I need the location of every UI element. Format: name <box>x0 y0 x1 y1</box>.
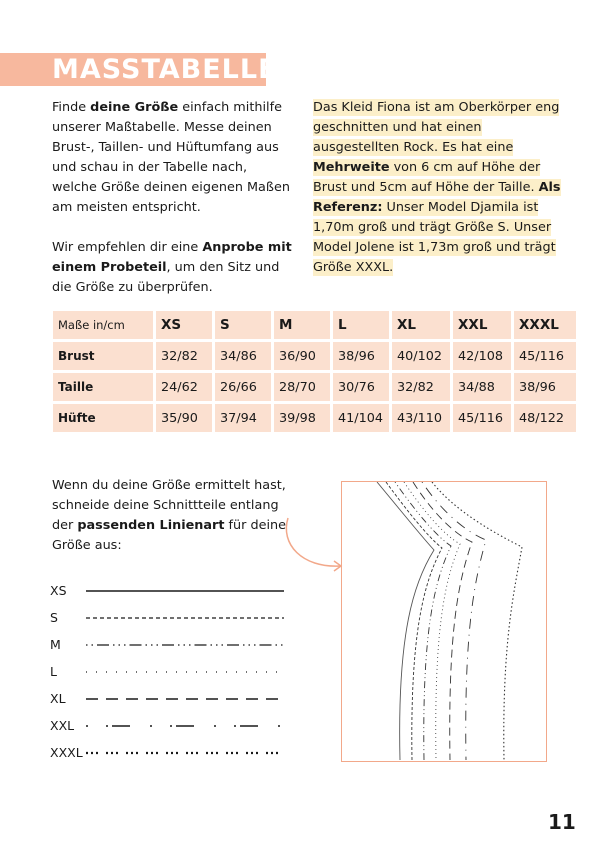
table-cell: 32/82 <box>156 342 212 370</box>
table-row <box>53 373 576 401</box>
long-dash-line-icon <box>86 693 286 705</box>
table-header-row <box>53 311 576 339</box>
legend-label: S <box>50 610 58 625</box>
bold-phrase: passenden Linienart <box>77 518 225 533</box>
dotted-line-icon <box>86 666 286 678</box>
legend-item <box>50 686 290 713</box>
row-label: Taille <box>53 373 153 401</box>
table-cell: 34/86 <box>215 342 271 370</box>
title-band <box>0 53 278 86</box>
legend-label: L <box>50 664 57 679</box>
table-cell: 30/76 <box>333 373 389 401</box>
table-cell: 37/94 <box>215 404 271 432</box>
pattern-illustration <box>341 481 547 762</box>
page-title: MASSTABELLE <box>52 54 278 85</box>
legend-label: XXXL <box>50 745 83 760</box>
dash-dot-line-icon <box>86 639 286 651</box>
table-cell: 42/108 <box>453 342 511 370</box>
arrow-icon <box>280 516 350 576</box>
table-cell: 43/110 <box>392 404 450 432</box>
table-cell: 38/96 <box>333 342 389 370</box>
table-cell: 26/66 <box>215 373 271 401</box>
table-cell: 35/90 <box>156 404 212 432</box>
legend-label: XS <box>50 583 67 598</box>
table-cell: 45/116 <box>514 342 576 370</box>
fit-note <box>313 98 563 278</box>
legend-item <box>50 713 290 740</box>
legend-item <box>50 605 290 632</box>
row-label: Brust <box>53 342 153 370</box>
table-cell: 24/62 <box>156 373 212 401</box>
table-cell: 45/116 <box>453 404 511 432</box>
table-cell: 48/122 <box>514 404 576 432</box>
legend-label: M <box>50 637 61 652</box>
size-header: XL <box>392 311 450 339</box>
legend-label: XL <box>50 691 66 706</box>
row-label: Hüfte <box>53 404 153 432</box>
table-cell: 28/70 <box>274 373 330 401</box>
size-table <box>50 308 579 435</box>
table-cell: 34/88 <box>453 373 511 401</box>
legend-label: XXL <box>50 718 75 733</box>
line-type-legend <box>50 578 290 767</box>
size-header: XXXL <box>514 311 576 339</box>
size-header: XXL <box>453 311 511 339</box>
page-number: 11 <box>548 810 576 834</box>
legend-item <box>50 740 290 767</box>
size-header: XS <box>156 311 212 339</box>
table-cell: 41/104 <box>333 404 389 432</box>
table-cell: 39/98 <box>274 404 330 432</box>
cut-instruction: Wenn du deine Größe ermittelt hast, schneide deine Schnittteile entlang der passenden Linienart für deine Größe aus: <box>52 478 287 553</box>
highlighted-text: Das Kleid Fiona ist am Oberkörper eng geschnitten und hat einen ausgestellten Rock. Es hat eine Mehrweite von 6 cm auf Höhe der Brust und 5cm auf Höhe der Taille. Als Referenz: Unser Model Djamila ist 1,70m groß und trägt Größe S. Unser Model Jolene ist 1,73m groß und trägt Größe XXXL. <box>313 100 561 275</box>
recommendation-paragraph: Wir empfehlen dir eine Anprobe mit einem Probeteil, um den Sitz und die Größe zu überprüfen. <box>52 240 292 295</box>
table-cell: 38/96 <box>514 373 576 401</box>
table-cell: 32/82 <box>392 373 450 401</box>
legend-item <box>50 659 290 686</box>
dot-group-line-icon <box>86 747 286 759</box>
dash-dot-dot-line-icon <box>86 720 286 732</box>
table-row <box>53 404 576 432</box>
dashed-line-icon <box>86 612 286 624</box>
size-header: L <box>333 311 389 339</box>
size-header: M <box>274 311 330 339</box>
table-cell: 40/102 <box>392 342 450 370</box>
table-row <box>53 342 576 370</box>
table-corner-label: Maße in/cm <box>53 311 153 339</box>
intro-paragraph: Finde deine Größe einfach mithilfe unserer Maßtabelle. Messe deinen Brust-, Taillen- und Hüftumfang aus und schau in der Tabelle nach, welche Größe deinen eigenen Maßen am meisten entspricht. <box>52 100 290 215</box>
bold-phrase: deine Größe <box>90 100 179 115</box>
size-header: S <box>215 311 271 339</box>
bold-phrase: Anprobe mit einem Probeteil <box>52 240 292 275</box>
table-cell: 36/90 <box>274 342 330 370</box>
solid-line-icon <box>86 585 286 597</box>
legend-item <box>50 632 290 659</box>
legend-item <box>50 578 290 605</box>
pattern-lines <box>342 482 545 760</box>
